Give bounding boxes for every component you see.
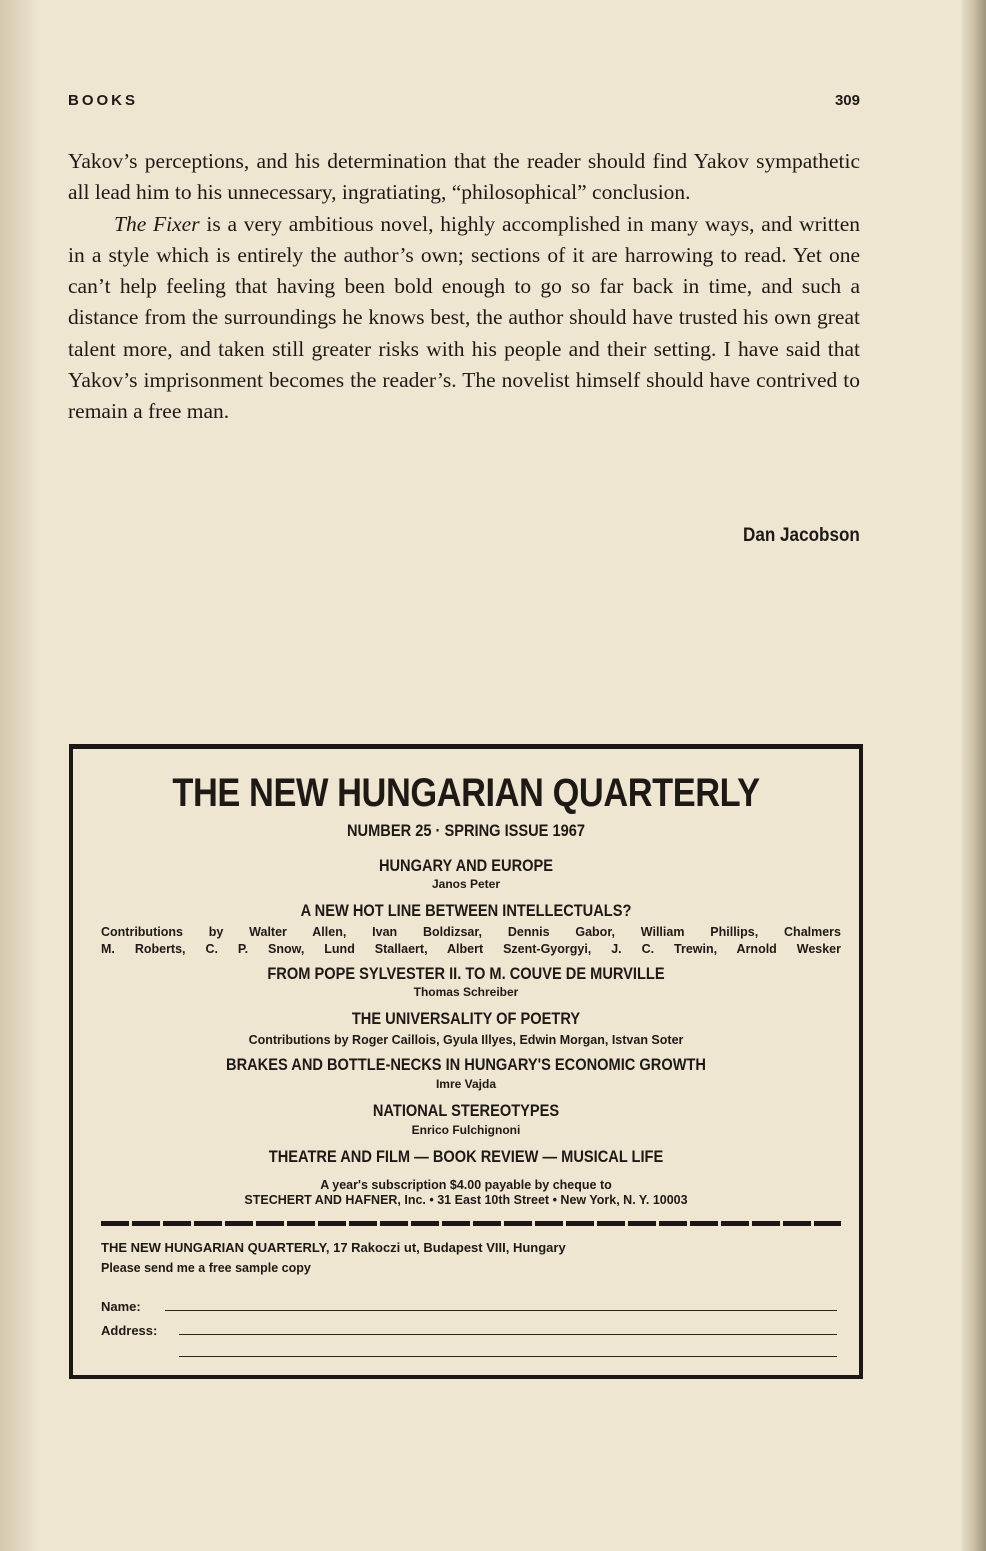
page-edge xyxy=(962,0,986,1551)
running-head xyxy=(68,92,860,114)
subscription-price: A year's subscription $4.00 payable by cheque to xyxy=(320,1178,612,1192)
name-label: Name: xyxy=(101,1299,141,1314)
contents-heading: NATIONAL STEREOTYPES xyxy=(372,1101,560,1120)
coupon-cut-line xyxy=(101,1221,841,1226)
review-text xyxy=(68,146,860,428)
book-title: The Fixer xyxy=(114,211,200,236)
contents-contributors: Contributions by Walter Allen, Ivan Boldizsar, Dennis Gabor, William Phillips, Chalmers xyxy=(101,925,841,939)
coupon-address: THE NEW HUNGARIAN QUARTERLY, 17 Rakoczi ut, Budapest VIII, Hungary xyxy=(101,1240,566,1255)
contents-heading: THEATRE AND FILM — BOOK REVIEW — MUSICAL LIFE xyxy=(268,1147,664,1166)
page-gutter-shadow xyxy=(0,0,40,1551)
name-field[interactable] xyxy=(165,1309,837,1311)
contents-heading: BRAKES AND BOTTLE-NECKS IN HUNGARY'S ECONOMIC GROWTH xyxy=(226,1055,706,1074)
contents-author: Thomas Schreiber xyxy=(413,985,519,999)
contents-contributors: M. Roberts, C. P. Snow, Lund Stallaert, Albert Szent-Gyorgyi, J. C. Trewin, Arnold Wesker xyxy=(101,942,841,956)
address-field-line-2[interactable] xyxy=(179,1355,837,1357)
subscription-address: STECHERT AND HAFNER, Inc. • 31 East 10th Street • New York, N. Y. 10003 xyxy=(244,1193,688,1207)
advertisement xyxy=(69,744,863,1379)
contents-contributors: Contributions by Roger Caillois, Gyula Illyes, Edwin Morgan, Istvan Soter xyxy=(248,1033,684,1047)
contents-heading: HUNGARY AND EUROPE xyxy=(378,856,554,875)
address-label: Address: xyxy=(101,1323,158,1338)
contents-heading: A NEW HOT LINE BETWEEN INTELLECTUALS? xyxy=(300,901,632,920)
contents-heading: THE UNIVERSALITY OF POETRY xyxy=(351,1009,581,1028)
contents-author: Janos Peter xyxy=(431,877,501,891)
section-title: BOOKS xyxy=(68,92,139,109)
contents-author: Imre Vajda xyxy=(435,1077,497,1091)
page-number: 309 xyxy=(834,92,860,109)
review-author: Dan Jacobson xyxy=(743,525,860,546)
issue-line: NUMBER 25 · SPRING ISSUE 1967 xyxy=(346,821,586,840)
ad-title: THE NEW HUNGARIAN QUARTERLY xyxy=(172,771,760,815)
address-field[interactable] xyxy=(179,1333,837,1335)
paragraph-text: is a very ambitious novel, highly accomplished in many ways, and written in a style which is entirely the author’s own; sections of it are harrowing to read. Yet one can’t help feeling that having been bold enough to go so far back in time, and such a distance from the surroundings he knows best, the author should have trusted his own great talent more, and taken still greater risks with his people and their setting. I have said that Yakov’s imprisonment becomes the reader’s. The novelist himself should have contrived to remain a free man. xyxy=(68,211,860,424)
contents-author: Enrico Fulchignoni xyxy=(411,1123,521,1137)
paragraph: Yakov’s perceptions, and his determination that the reader should find Yakov sympathetic all lead him to his unnecessary, ingratiating, “philosophical” conclusion. xyxy=(68,149,860,205)
coupon-request: Please send me a free sample copy xyxy=(101,1261,311,1275)
paragraph xyxy=(68,209,860,428)
contents-heading: FROM POPE SYLVESTER II. TO M. COUVE DE MURVILLE xyxy=(267,964,665,983)
